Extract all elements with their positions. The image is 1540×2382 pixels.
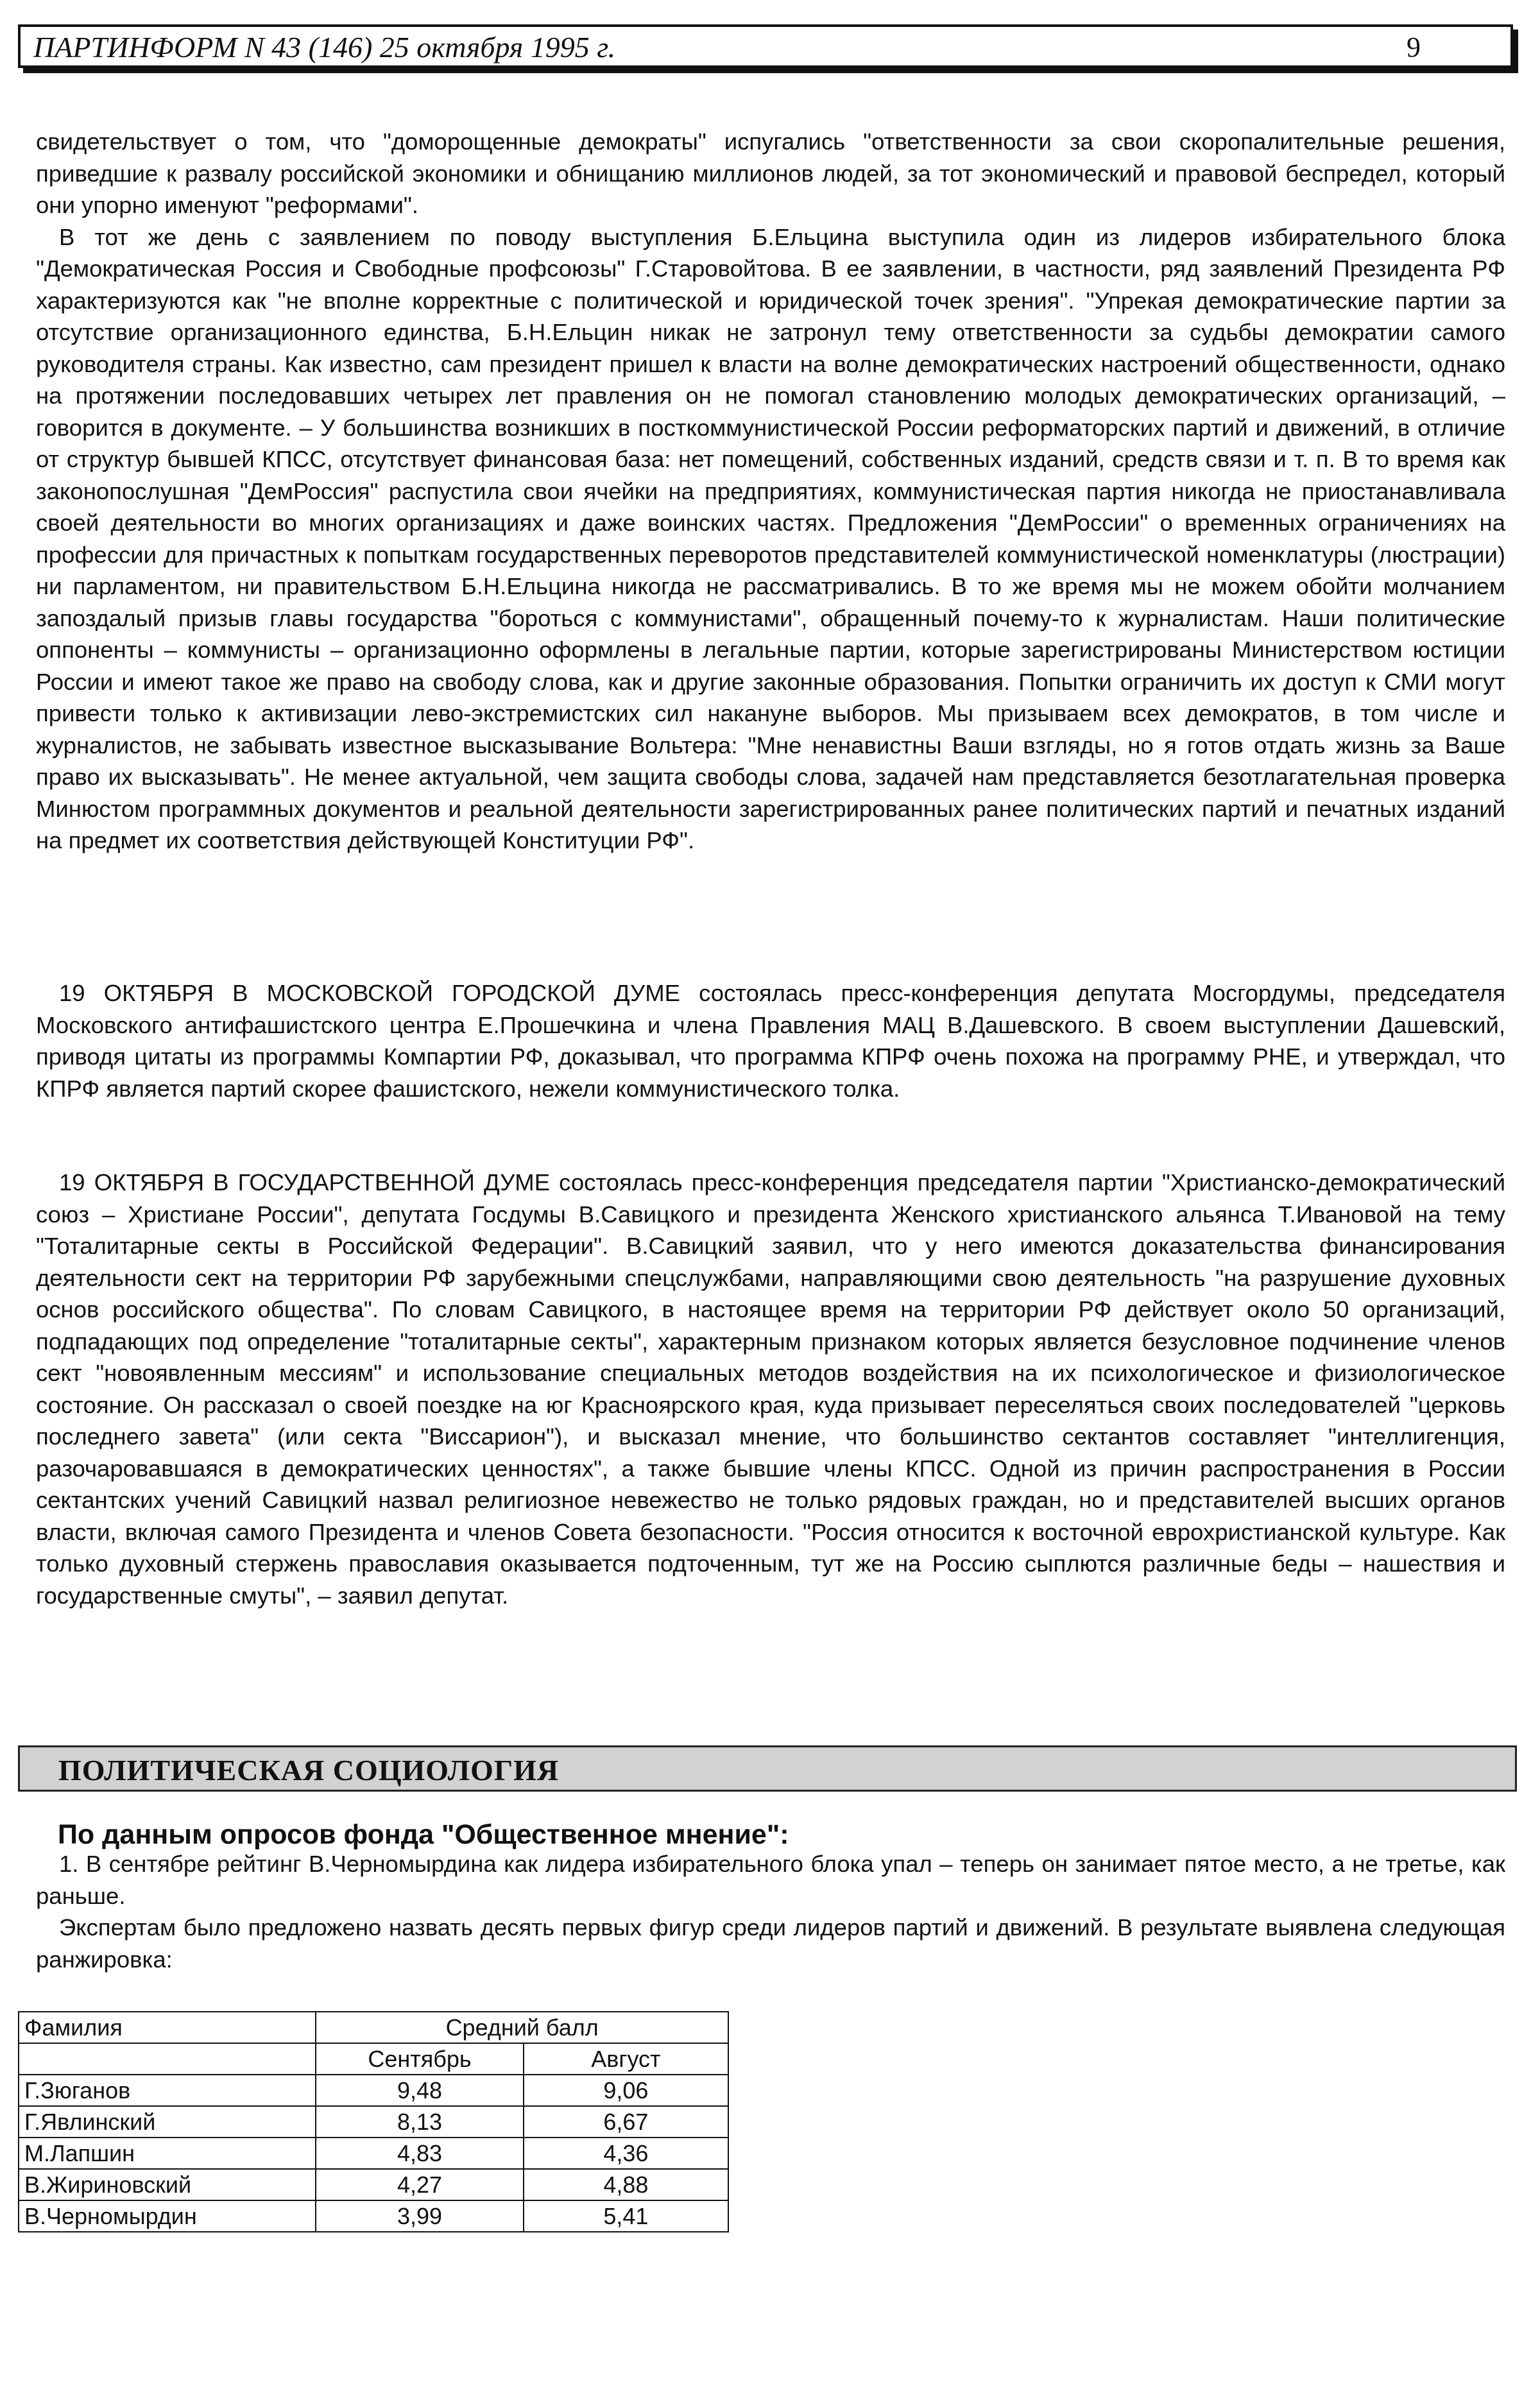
header-cell-august: Август bbox=[524, 2043, 728, 2075]
poll-subheading: По данным опросов фонда "Общественное мнение": bbox=[58, 1819, 789, 1850]
cell-august: 6,67 bbox=[524, 2106, 728, 2138]
cell-august: 5,41 bbox=[524, 2200, 728, 2232]
section-title: ПОЛИТИЧЕСКАЯ СОЦИОЛОГИЯ bbox=[58, 1754, 560, 1786]
cell-september: 4,83 bbox=[316, 2138, 523, 2169]
cell-september: 3,99 bbox=[316, 2200, 523, 2232]
cell-august: 4,88 bbox=[524, 2169, 728, 2200]
cell-name: В.Жириновский bbox=[19, 2169, 316, 2200]
table-row bbox=[19, 2106, 728, 2138]
cell-name: Г.Зюганов bbox=[19, 2075, 316, 2106]
article-paragraph-4: 19 ОКТЯБРЯ В ГОСУДАРСТВЕННОЙ ДУМЕ состоялась пресс-конференция председателя партии "Христианско-демократический союз – Христиане России", депутата Госдумы В.Савицкого и президента Женского христианского альянса Т.Ивановой на тему "Тоталитарные секты в Российской Федерации". В.Савицкий заявил, что у него имеются доказательства финансирования деятельности сект на территории РФ зарубежными спецслужбами, направляющими свою деятельность "на разрушение духовных основ российского общества". По словам Савицкого, в настоящее время на территории РФ действует около 50 организаций, подпадающих под определение "тоталитарные секты", характерным признаком которых является безусловное подчинение членов сект "новоявленным мессиям" и использование специальных методов воздействия на их психологическое и физиологическое состояние. Он рассказал о своей поездке на юг Красноярского края, куда призывает переселяться своих последователей "церковь последнего завета" (или секта "Виссарион"), и высказал мнение, что большинство сектантов составляет "интеллигенция, разочаровавшаяся в демократических ценностях", а также бывшие члены КПСС. Одной из причин распространения в России сектантских учений Савицкий назвал религиозное невежество не только рядовых граждан, но и представителей высших органов власти, включая самого Президента и членов Совета безопасности. "Россия относится к восточной еврохристианской культуре. Как только духовный стержень православия оказывается подточенным, тут же на Россию сыплются различные беды – нашествия и государственные смуты", – заявил депутат. bbox=[36, 1169, 1505, 1609]
page-header bbox=[18, 24, 1513, 68]
table-subheader-row bbox=[19, 2043, 728, 2075]
article-paragraph-3: 19 ОКТЯБРЯ В МОСКОВСКОЙ ГОРОДСКОЙ ДУМЕ состоялась пресс-конференция депутата Мосгордумы, председателя Московского антифашистского центра Е.Прошечкина и члена Правления МАЦ В.Дашевского. В своем выступлении Дашевский, приводя цитаты из программы Компартии РФ, доказывал, что программа КПРФ очень похожа на программу РНЕ, и утверждал, что КПРФ является партий скорее фашистского, нежели коммунистического толка. bbox=[36, 980, 1505, 1102]
header-cell-score: Средний балл bbox=[316, 2012, 728, 2043]
cell-name: М.Лапшин bbox=[19, 2138, 316, 2169]
poll-paragraph-2: Экспертам было предложено назвать десять первых фигур среди лидеров партий и движений. В результате выявлена следующая ранжировка: bbox=[36, 1914, 1505, 1973]
publication-title: ПАРТИНФОРМ N 43 (146) 25 октября 1995 г. bbox=[33, 31, 616, 64]
cell-september: 8,13 bbox=[316, 2106, 523, 2138]
poll-body bbox=[36, 1848, 1505, 1975]
cell-august: 9,06 bbox=[524, 2075, 728, 2106]
header-cell-empty bbox=[19, 2043, 316, 2075]
table-row bbox=[19, 2138, 728, 2169]
header-cell-name: Фамилия bbox=[19, 2012, 316, 2043]
cell-name: В.Черномырдин bbox=[19, 2200, 316, 2232]
cell-september: 9,48 bbox=[316, 2075, 523, 2106]
page-number: 9 bbox=[1407, 31, 1421, 63]
table-row bbox=[19, 2075, 728, 2106]
table-header-row bbox=[19, 2012, 728, 2043]
section-header bbox=[18, 1745, 1517, 1792]
table-row bbox=[19, 2169, 728, 2200]
poll-paragraph-1: 1. В сентябре рейтинг В.Черномырдина как лидера избирательного блока упал – теперь он занимает пятое место, а не третье, как раньше. bbox=[36, 1851, 1505, 1909]
article-body-top bbox=[36, 126, 1505, 857]
header-cell-september: Сентябрь bbox=[316, 2043, 523, 2075]
cell-name: Г.Явлинский bbox=[19, 2106, 316, 2138]
article-body-moscow-duma bbox=[36, 977, 1505, 1104]
cell-august: 4,36 bbox=[524, 2138, 728, 2169]
table-row bbox=[19, 2200, 728, 2232]
article-paragraph-1: свидетельствует о том, что "доморощенные демократы" испугались "ответственности за свои скоропалительные решения, приведшие к развалу российской экономики и обнищанию миллионов людей, за тот экономический и правовой беспредел, который они упорно именуют "реформами". bbox=[36, 128, 1505, 218]
article-paragraph-2: В тот же день с заявлением по поводу выступления Б.Ельцина выступила один из лидеров избирательного блока "Демократическая Россия и Свободные профсоюзы" Г.Старовойтова. В ее заявлении, в частности, ряд заявлений Президента РФ характеризуются как "не вполне корректные с политической и юридической точек зрения". "Упрекая демократические партии за отсутствие организационного единства, Б.Н.Ельцин никак не затронул тему ответственности за судьбы демократии самого руководителя страны. Как известно, сам президент пришел к власти на волне демократических настроений общественности, однако на протяжении последовавших четырех лет правления он не помогал становлению молодых демократических организаций, – говорится в документе. – У большинства возникших в посткоммунистической России реформаторских партий и движений, в отличие от структур бывшей КПСС, отсутствует финансовая база: нет помещений, собственных изданий, средств связи и т. п. В то время как законопослушная "ДемРоссия" распустила свои ячейки на предприятиях, коммунистическая партия никогда не приостанавливала своей деятельности во многих организациях и даже воинских частях. Предложения "ДемРоссии" о временных ограничениях на профессии для причастных к попыткам государственных переворотов представителей коммунистической номенклатуры (люстрации) ни парламентом, ни правительством Б.Н.Ельцина никогда не рассматривались. В то же время мы не можем обойти молчанием запоздалый призыв главы государства "бороться с коммунистами", обращенный почему-то к журналистам. Наши политические оппоненты – коммунисты – организационно оформлены в легальные партии, которые зарегистрированы Министерством юстиции России и имеют такое же право на свободу слова, как и другие законные образования. Попытки ограничить их доступ к СМИ могут привести только к активизации лево-экстремистских сил накануне выборов. Мы призываем всех демократов, в том числе и журналистов, не забывать известное высказывание Вольтера: "Мне ненавистны Ваши взгляды, но я готов отдать жизнь за Ваше право их высказывать". Не менее актуальной, чем защита свободы слова, задачей нам представляется безотлагательная проверка Минюстом программных документов и реальной деятельности зарегистрированных ранее политических партий и печатных изданий на предмет их соответствия действующей Конституции РФ". bbox=[36, 223, 1505, 853]
cell-september: 4,27 bbox=[316, 2169, 523, 2200]
ranking-table bbox=[18, 2011, 729, 2232]
article-body-state-duma bbox=[36, 1167, 1505, 1611]
